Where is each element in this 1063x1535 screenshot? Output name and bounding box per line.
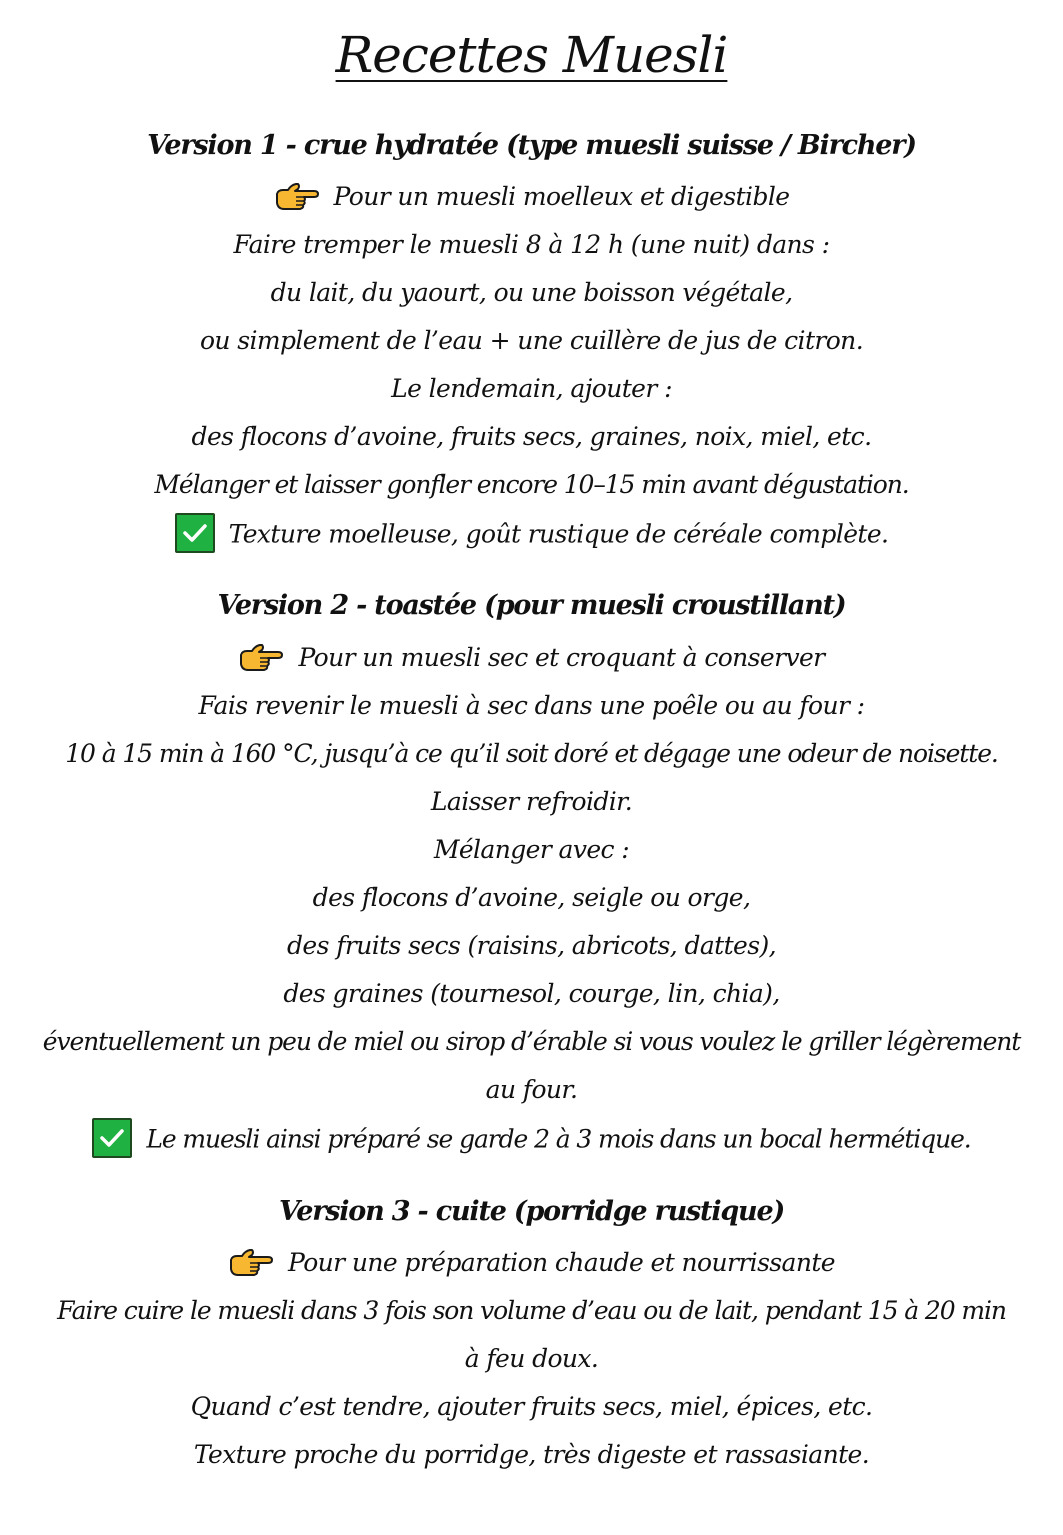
version-1-line: Mélanger et laisser gonfler encore 10–15 min avant dégustation. [154,470,909,499]
version-1-heading: Version 1 - crue hydratée (type muesli suisse / Bircher) [147,130,916,161]
version-1-intro [20,180,1043,214]
version-3-line: Quand c’est tendre, ajouter fruits secs, miel, épices, etc. [190,1392,873,1421]
version-1-line: Faire tremper le muesli 8 à 12 h (une nuit) dans : [233,230,830,259]
version-3-line: Faire cuire le muesli dans 3 fois son volume d’eau ou de lait, pendant 15 à 20 min [57,1296,1006,1325]
version-2-line: des flocons d’avoine, seigle ou orge, [312,883,751,912]
version-2-line: des graines (tournesol, courge, lin, chia), [283,979,780,1008]
version-1-line: ou simplement de l’eau + une cuillère de jus de citron. [199,326,864,355]
check-mark-icon [175,513,215,553]
version-2-line: des fruits secs (raisins, abricots, dattes), [287,931,776,960]
page-title: Recettes Muesli [335,26,728,84]
version-2-line: Fais revenir le muesli à sec dans une poêle ou au four : [198,691,865,720]
version-1-line: du lait, du yaourt, ou une boisson végétale, [270,278,793,307]
version-2-line: éventuellement un peu de miel ou sirop d’érable si vous voulez le griller légèrement [42,1027,1021,1056]
version-2-line: Mélanger avec : [433,835,630,864]
version-2-heading: Version 2 - toastée (pour muesli croustillant) [217,590,846,621]
version-3-line: à feu doux. [464,1344,599,1373]
pointing-right-hand-icon [228,1247,274,1277]
version-2-intro [20,641,1043,675]
version-1-result-text: Texture moelleuse, goût rustique de céréale complète. [228,519,889,549]
version-1-line: Le lendemain, ajouter : [391,374,672,403]
version-2-result [20,1121,1043,1161]
version-3-line: Texture proche du porridge, très digeste et rassasiante. [193,1440,870,1469]
version-2-result-text: Le muesli ainsi préparé se garde 2 à 3 mois dans un bocal hermétique. [146,1124,971,1154]
version-1-line: des flocons d’avoine, fruits secs, graines, noix, miel, etc. [191,422,872,451]
version-2-line: au four. [485,1075,578,1104]
version-1-intro-text: Pour un muesli moelleux et digestible [333,182,790,211]
check-mark-icon [92,1118,132,1158]
version-2-intro-text: Pour un muesli sec et croquant à conserver [298,643,825,672]
version-3-intro [20,1246,1043,1280]
pointing-right-hand-icon [238,642,284,672]
version-1-result [20,516,1043,556]
version-2-line: 10 à 15 min à 160 °C, jusqu’à ce qu’il soit doré et dégage une odeur de noisette. [65,739,998,768]
pointing-right-hand-icon [274,181,320,211]
version-3-intro-text: Pour une préparation chaude et nourrissante [288,1248,835,1277]
version-2-line: Laisser refroidir. [430,787,633,816]
version-3-heading: Version 3 - cuite (porridge rustique) [278,1196,785,1227]
